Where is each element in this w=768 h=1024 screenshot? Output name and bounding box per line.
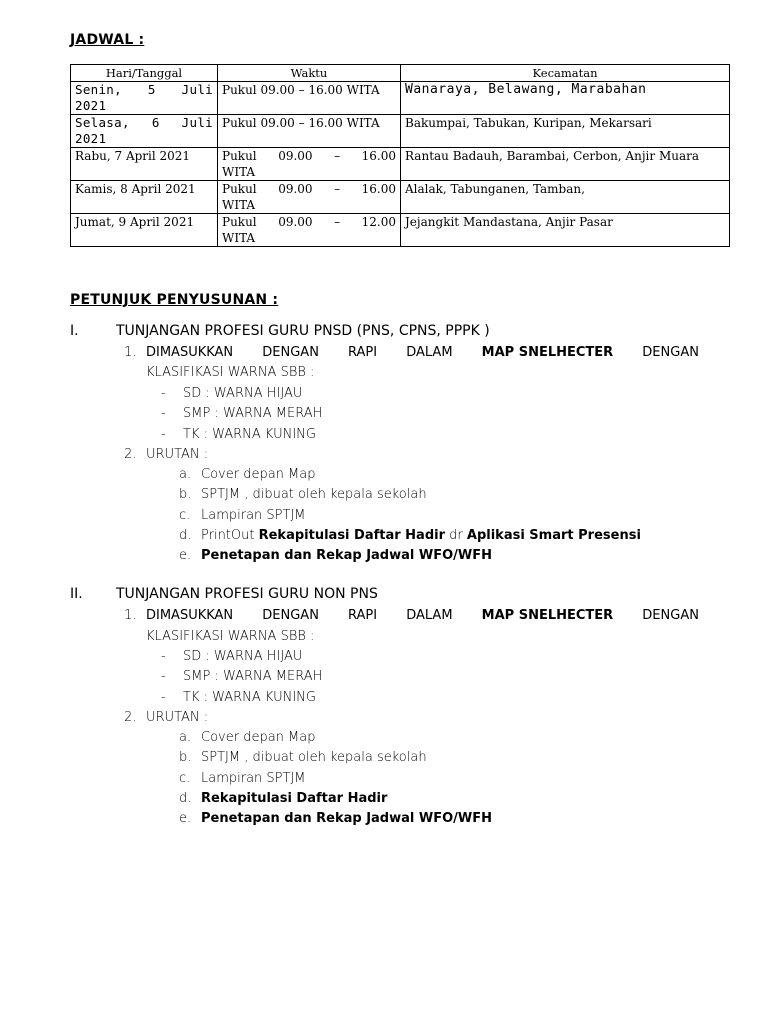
word: DIMASUKKAN bbox=[146, 608, 234, 623]
section-title: TUNJANGAN PROFESI GURU PNSD (PNS, CPNS, PPPK ) bbox=[116, 323, 490, 339]
cell-hari: Rabu, 7 April 2021 bbox=[71, 148, 218, 181]
sub-item: SPTJM , dibuat oleh kepala sekolah bbox=[201, 750, 427, 765]
header-kecamatan: Kecamatan bbox=[401, 65, 730, 82]
dash: - bbox=[161, 386, 166, 401]
sub-letter: e. bbox=[179, 811, 192, 826]
sub-item: Cover depan Map bbox=[201, 467, 316, 482]
cell-waktu bbox=[218, 214, 401, 247]
sub-item bbox=[201, 528, 641, 543]
cell-hari: Kamis, 8 April 2021 bbox=[71, 181, 218, 214]
dash: - bbox=[161, 669, 166, 684]
word: DALAM bbox=[406, 608, 453, 623]
sub-letter: d. bbox=[179, 528, 192, 543]
word: DENGAN bbox=[262, 608, 319, 623]
sub-item: Lampiran SPTJM bbox=[201, 508, 306, 523]
cell-text: 12.00 bbox=[361, 215, 396, 229]
cell-text: – bbox=[334, 182, 341, 196]
item-2-label: URUTAN : bbox=[146, 710, 209, 725]
header-hari: Hari/Tanggal bbox=[71, 65, 218, 82]
cell-text: Pukul bbox=[222, 149, 257, 163]
sub-letter: c. bbox=[179, 508, 191, 523]
cell-text: Pukul bbox=[222, 215, 257, 229]
sub-item: Penetapan dan Rekap Jadwal WFO/WFH bbox=[201, 811, 492, 826]
section-title: TUNJANGAN PROFESI GURU NON PNS bbox=[116, 586, 378, 602]
cell-kecamatan: Rantau Badauh, Barambai, Cerbon, Anjir Muara bbox=[401, 148, 730, 181]
item-1-line bbox=[146, 608, 699, 623]
cell-kecamatan: Alalak, Tabunganen, Tamban, bbox=[401, 181, 730, 214]
cell-text: 09.00 bbox=[278, 215, 313, 229]
sub-item: Lampiran SPTJM bbox=[201, 771, 306, 786]
cell-text: Senin, bbox=[75, 82, 122, 97]
cell-text: 09.00 bbox=[278, 182, 313, 196]
word: DENGAN bbox=[642, 608, 699, 623]
cell-waktu: Pukul 09.00 – 16.00 WITA bbox=[218, 82, 401, 115]
color-item: SD : WARNA HIJAU bbox=[183, 386, 303, 401]
cell-waktu: Pukul 09.00 – 16.00 WITA bbox=[218, 115, 401, 148]
item-1-line-2: KLASIFIKASI WARNA SBB : bbox=[146, 365, 315, 380]
cell-text: – bbox=[334, 149, 341, 163]
color-item: TK : WARNA KUNING bbox=[183, 690, 316, 705]
cell-text: WITA bbox=[222, 231, 256, 245]
cell-text: Selasa, bbox=[75, 115, 130, 130]
section-number: II. bbox=[70, 586, 83, 602]
dash: - bbox=[161, 649, 166, 664]
cell-text: Juli bbox=[181, 82, 213, 97]
sub-letter: a. bbox=[179, 467, 192, 482]
cell-waktu bbox=[218, 148, 401, 181]
color-item: SD : WARNA HIJAU bbox=[183, 649, 303, 664]
cell-text: 2021 bbox=[75, 98, 107, 113]
color-item: SMP : WARNA MERAH bbox=[183, 406, 323, 421]
jadwal-heading: JADWAL : bbox=[70, 32, 145, 48]
item-2-label: URUTAN : bbox=[146, 447, 209, 462]
item-1-line-2: KLASIFIKASI WARNA SBB : bbox=[146, 629, 315, 644]
word: RAPI bbox=[348, 608, 378, 623]
item-1-line bbox=[146, 345, 699, 360]
sub-letter: b. bbox=[179, 750, 192, 765]
sub-item: Rekapitulasi Daftar Hadir bbox=[201, 791, 388, 806]
word: DIMASUKKAN bbox=[146, 345, 234, 360]
cell-text: Juli bbox=[181, 115, 213, 130]
table-row bbox=[71, 148, 730, 181]
item-number: 2. bbox=[124, 447, 137, 462]
item-number: 1. bbox=[124, 345, 137, 360]
cell-text: 2021 bbox=[75, 131, 107, 146]
table-row bbox=[71, 181, 730, 214]
cell-text: – bbox=[334, 215, 341, 229]
color-item: TK : WARNA KUNING bbox=[183, 427, 316, 442]
text-bold: Aplikasi Smart Presensi bbox=[466, 528, 641, 543]
cell-text: 09.00 bbox=[278, 149, 313, 163]
cell-text: 16.00 bbox=[361, 182, 396, 196]
sub-letter: d. bbox=[179, 791, 192, 806]
sub-item: SPTJM , dibuat oleh kepala sekolah bbox=[201, 487, 427, 502]
header-waktu: Waktu bbox=[218, 65, 401, 82]
cell-text: 6 bbox=[151, 115, 160, 130]
table-row bbox=[71, 214, 730, 247]
word: RAPI bbox=[348, 345, 378, 360]
cell-text: WITA bbox=[222, 165, 256, 179]
word-bold: MAP SNELHECTER bbox=[481, 608, 614, 623]
cell-kecamatan: Jejangkit Mandastana, Anjir Pasar bbox=[401, 214, 730, 247]
item-number: 2. bbox=[124, 710, 137, 725]
word-bold: MAP SNELHECTER bbox=[481, 345, 614, 360]
item-number: 1. bbox=[124, 608, 137, 623]
cell-kecamatan: Wanaraya, Belawang, Marabahan bbox=[401, 82, 730, 115]
cell-hari: Jumat, 9 April 2021 bbox=[71, 214, 218, 247]
table-row bbox=[71, 82, 730, 115]
sub-item: Cover depan Map bbox=[201, 730, 316, 745]
petunjuk-heading: PETUNJUK PENYUSUNAN : bbox=[70, 292, 279, 308]
cell-text: Pukul bbox=[222, 182, 257, 196]
dash: - bbox=[161, 690, 166, 705]
text-bold: Rekapitulasi Daftar Hadir bbox=[258, 528, 446, 543]
word: DALAM bbox=[406, 345, 453, 360]
dash: - bbox=[161, 427, 166, 442]
sub-letter: b. bbox=[179, 487, 192, 502]
cell-hari bbox=[71, 115, 218, 148]
jadwal-table bbox=[70, 64, 730, 247]
cell-kecamatan: Bakumpai, Tabukan, Kuripan, Mekarsari bbox=[401, 115, 730, 148]
sub-letter: a. bbox=[179, 730, 192, 745]
sub-letter: e. bbox=[179, 548, 192, 563]
dash: - bbox=[161, 406, 166, 421]
text-part: dr bbox=[445, 528, 467, 543]
table-row bbox=[71, 115, 730, 148]
cell-text: 5 bbox=[147, 82, 156, 97]
cell-text: 16.00 bbox=[361, 149, 396, 163]
color-item: SMP : WARNA MERAH bbox=[183, 669, 323, 684]
cell-waktu bbox=[218, 181, 401, 214]
section-number: I. bbox=[70, 323, 79, 339]
table-header-row bbox=[71, 65, 730, 82]
cell-text: WITA bbox=[222, 198, 256, 212]
sub-item: Penetapan dan Rekap Jadwal WFO/WFH bbox=[201, 548, 492, 563]
text-part: PrintOut bbox=[201, 528, 259, 543]
cell-hari bbox=[71, 82, 218, 115]
sub-letter: c. bbox=[179, 771, 191, 786]
word: DENGAN bbox=[262, 345, 319, 360]
word: DENGAN bbox=[642, 345, 699, 360]
